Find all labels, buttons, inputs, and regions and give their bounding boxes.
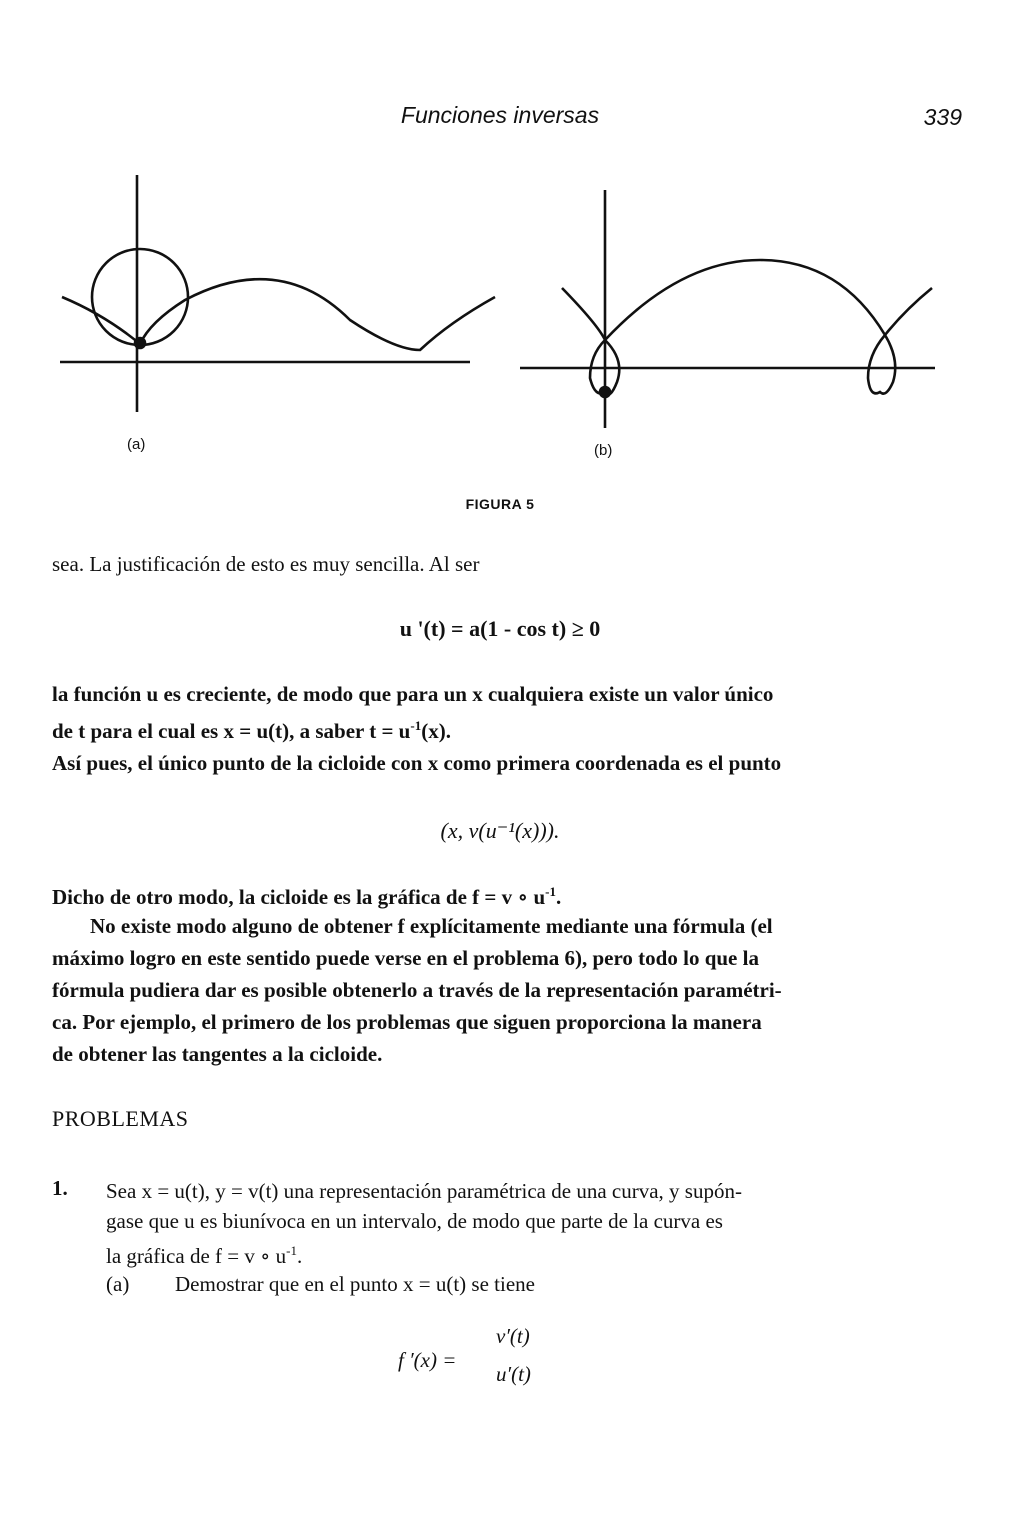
paragraph-2 — [52, 678, 957, 779]
figure-label: FIGURA 5 — [465, 496, 535, 512]
paragraph-4 — [52, 910, 957, 1070]
paragraph-1-text: sea. La justificación de esto es muy sencilla. Al ser — [52, 552, 480, 576]
problem-1-line-1: Sea x = u(t), y = v(t) una representación paramétrica de una curva, y supón- — [106, 1179, 742, 1203]
panel-b-graph — [520, 190, 935, 428]
equation-derivative: u '(t) = a(1 - cos t) ≥ 0 — [399, 616, 601, 641]
panel-a-rolling-circle — [92, 249, 188, 345]
paragraph-4-line-5: de obtener las tangentes a la cicloide. — [52, 1042, 383, 1066]
paragraph-2-line-2: de t para el cual es x = u(t), a saber $t = u^{-1}(x)$. — [52, 718, 451, 743]
panel-b-point — [600, 387, 610, 397]
problem-1-number: 1. — [52, 1176, 68, 1200]
equation-point: (x, v(u⁻¹(x))). — [440, 818, 560, 843]
formula-numerator: v′(t) — [496, 1324, 530, 1348]
running-header-title: Funciones inversas — [400, 102, 600, 128]
paragraph-3: Dicho de otro modo, la cicloide es la gráfica de f = v ∘ $u^{-1}$. — [52, 884, 562, 909]
figure-5-cycloids — [0, 160, 1024, 450]
panel-a-cycloid-curve — [62, 279, 495, 350]
paragraph-4-line-4: ca. Por ejemplo, el primero de los problemas que siguen proporciona la manera — [52, 1010, 762, 1034]
panel-b-caption: (b) — [594, 442, 613, 459]
panel-b-trochoid-curve — [562, 260, 932, 394]
panel-a-point — [135, 338, 145, 348]
page-number: 339 — [923, 104, 962, 130]
problem-1-statement — [106, 1176, 958, 1271]
paragraph-4-line-2: máximo logro en este sentido puede verse en el problema 6), pero todo lo que la — [52, 946, 759, 970]
formula-lhs: f ′(x) = — [398, 1348, 457, 1372]
paragraph-3-text: Dicho de otro modo, la cicloide es la gráfica de f = v ∘ u — [52, 885, 546, 909]
paragraph-2-line-1: la función u es creciente, de modo que para un x cualquiera existe un valor único — [52, 682, 774, 706]
problem-1-line-2: gase que u es biunívoca en un intervalo, de modo que parte de la curva es — [106, 1209, 723, 1233]
paragraph-2-line-3: Así pues, el único punto de la cicloide con x como primera coordenada es el punto — [52, 751, 782, 775]
paragraph-4-line-3: fórmula pudiera dar es posible obtenerlo a través de la representación paramétri- — [52, 978, 782, 1002]
problems-heading: PROBLEMAS — [52, 1106, 189, 1131]
subproblem-a-text: Demostrar que en el punto x = u(t) se tiene — [175, 1272, 535, 1296]
subproblem-a-label: (a) — [106, 1272, 130, 1296]
panel-a-graph — [60, 175, 495, 412]
panel-a-caption: (a) — [127, 436, 146, 453]
formula-denominator: u′(t) — [496, 1362, 531, 1386]
paragraph-1 — [52, 548, 957, 580]
problem-1-line-3: la gráfica de f = v ∘ $u^{-1}$. — [106, 1243, 303, 1268]
paragraph-4-line-1: No existe modo alguno de obtener f explícitamente mediante una fórmula (el — [90, 914, 773, 938]
